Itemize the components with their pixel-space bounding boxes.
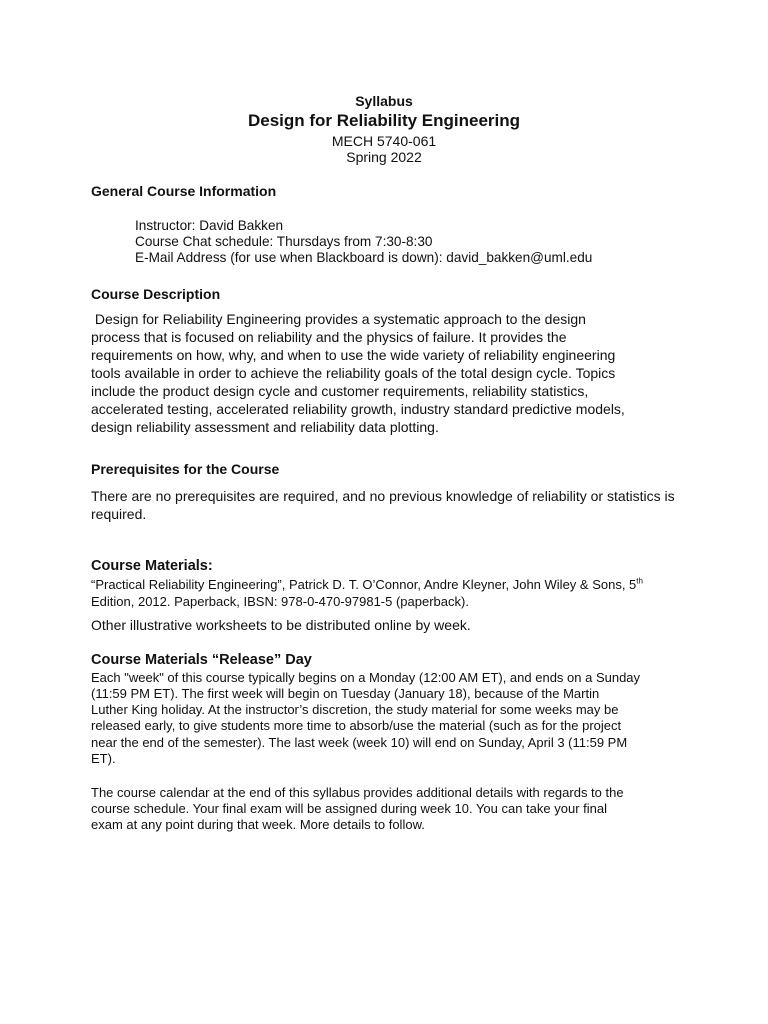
release-line: Luther King holiday. At the instructor’s discretion, the study material for some weeks may be (91, 702, 619, 717)
document-label: Syllabus (355, 93, 413, 109)
document-title: Design for Reliability Engineering (247, 111, 521, 130)
description-line: process that is focused on reliability and the physics of failure. It provides the (91, 329, 567, 345)
textbook-edition-line: Edition, 2012. Paperback, IBSN: 978-0-470-97981-5 (paperback). (91, 594, 469, 609)
instructor-line: Instructor: David Bakken (135, 218, 284, 233)
calendar-line: The course calendar at the end of this syllabus provides additional details with regards to the (91, 785, 624, 800)
general-info-heading: General Course Information (91, 183, 277, 199)
chat-schedule-line: Course Chat schedule: Thursdays from 7:30-8:30 (135, 234, 433, 249)
course-term: Spring 2022 (346, 149, 422, 165)
description-line: accelerated testing, accelerated reliability growth, industry standard predictive models, (91, 401, 625, 417)
description-line: requirements on how, why, and when to use the wide variety of reliability engineering (91, 347, 616, 363)
prerequisites-line: There are no prerequisites are required, and no previous knowledge of reliability or statistics is (91, 488, 675, 504)
edition-superscript: th (636, 576, 643, 586)
prerequisites-line: required. (91, 506, 147, 522)
description-line: design reliability assessment and reliability data plotting. (91, 419, 439, 435)
description-line: include the product design cycle and customer requirements, reliability statistics, (91, 383, 589, 399)
release-line: released early, to give students more time to absorb/use the material (such as for the project (91, 718, 622, 733)
materials-heading: Course Materials: (91, 558, 213, 574)
release-line: (11:59 PM ET). The first week will begin on Tuesday (January 18), because of the Martin (91, 686, 600, 701)
textbook-line (91, 577, 643, 593)
release-heading: Course Materials “Release” Day (91, 652, 312, 668)
description-heading: Course Description (91, 286, 221, 302)
calendar-line: course schedule. Your final exam will be assigned during week 10. You can take your final (91, 801, 607, 816)
release-line: near the end of the semester). The last week (week 10) will end on Sunday, April 3 (11:59 PM (91, 735, 628, 750)
release-line: Each "week" of this course typically begins on a Monday (12:00 AM ET), and ends on a Sunday (91, 670, 641, 685)
description-line: Design for Reliability Engineering provides a systematic approach to the design (91, 311, 586, 327)
textbook-citation: “Practical Reliability Engineering”, Patrick D. T. O’Connor, Andre Kleyner, John Wiley & Sons, 5 (91, 577, 637, 592)
email-line: E-Mail Address (for use when Blackboard is down): david_bakken@uml.edu (135, 250, 593, 265)
prerequisites-heading: Prerequisites for the Course (91, 461, 280, 477)
worksheets-line: Other illustrative worksheets to be distributed online by week. (91, 617, 471, 633)
release-line: ET). (91, 751, 116, 766)
course-code: MECH 5740-061 (331, 133, 437, 149)
description-line: tools available in order to achieve the reliability goals of the total design cycle. Topics (91, 365, 616, 381)
calendar-line: exam at any point during that week. More details to follow. (91, 817, 425, 832)
